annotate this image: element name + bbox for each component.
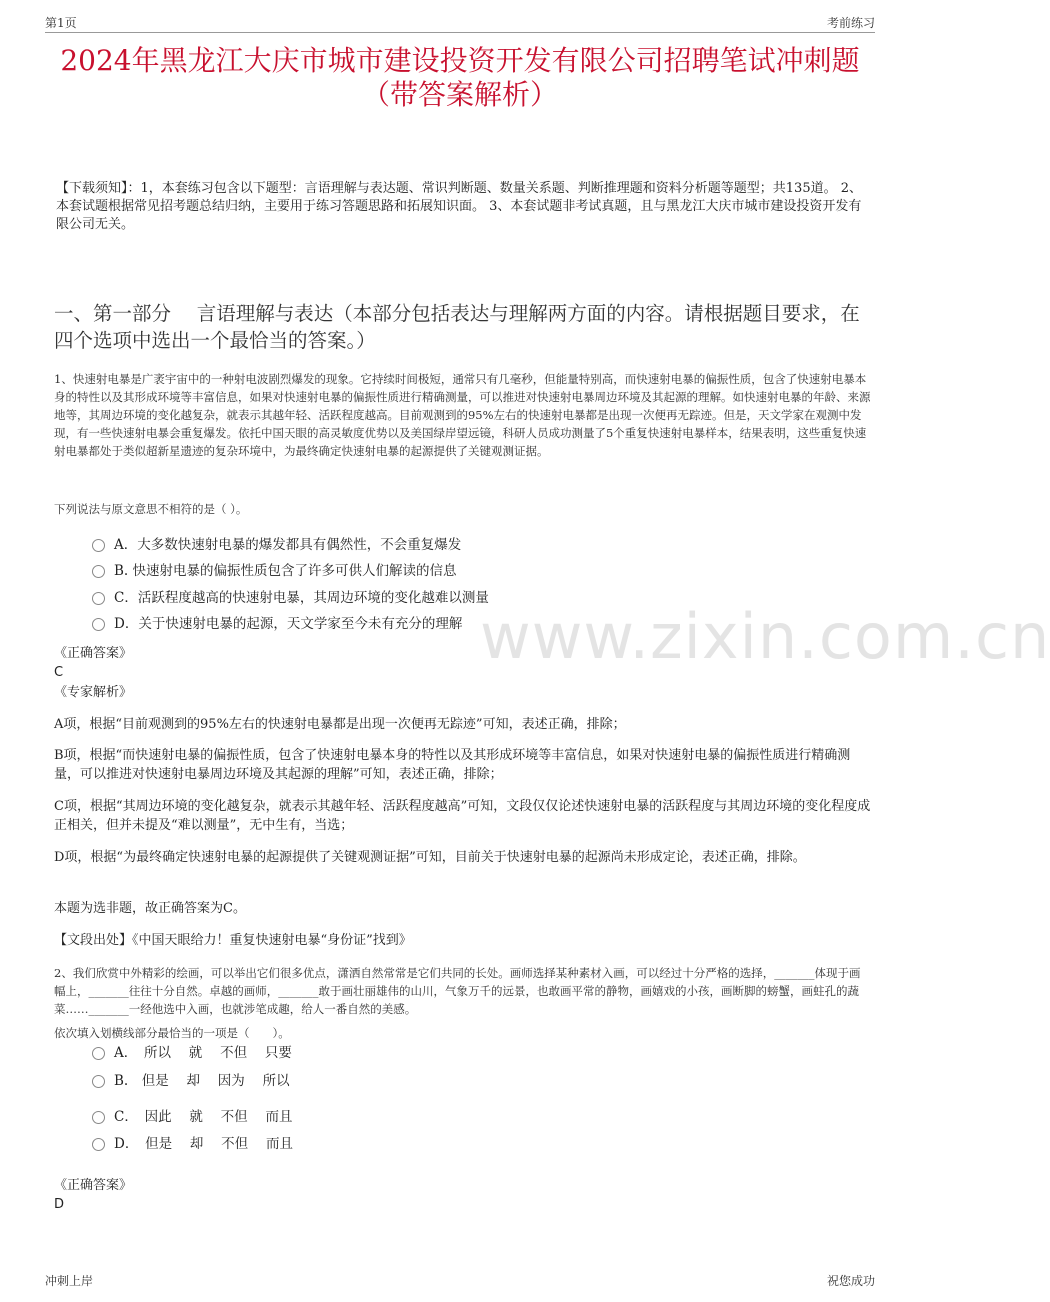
option-label: D．关于快速射电暴的起源，天文学家至今未有充分的理解: [114, 616, 463, 632]
download-notice: 【下载须知】：1，本套练习包含以下题型：言语理解与表达题、常识判断题、数量关系题、判断推理题和资料分析题等题型；共135道。 2、本套试题根据常见招考题总结归纳，主要用于练习答题思路和拓展知识面。 3、本套试题非考试真题，且与黑龙江大庆市城市建设投资开发有限公司无关。: [56, 181, 862, 232]
q2-option-c[interactable]: [92, 1108, 292, 1126]
radio-button[interactable]: [92, 592, 105, 605]
watermark: www.zixin.com.cn: [480, 600, 1050, 673]
q1-source: 【文段出处】《中国天眼给力！重复快速射电暴“身份证”找到》: [54, 933, 412, 948]
q1-analysis-b: B项，根据“而快速射电暴的偏振性质，包含了快速射电暴本身的特性以及其形成环境等丰富信息，如果对快速射电暴的偏振性质进行精确测量，可以推进对快速射电暴周边环境及其起源的理解”可知，表述正确，排除；: [54, 748, 851, 782]
q2-option-a[interactable]: [92, 1044, 292, 1062]
radio-button[interactable]: [92, 618, 105, 631]
q1-answer: C: [54, 665, 64, 680]
radio-button[interactable]: [92, 1047, 105, 1060]
q2-passage: 2、我们欣赏中外精彩的绘画，可以举出它们很多优点，潇洒自然常常是它们共同的长处。画师选择某种素材入画，可以经过十分严格的选择，_______体现于画幅上，_______往往十分自然。卓越的画师，_______敢于画壮丽雄伟的山川，气象万千的远景，也敢画平常的静物，画嬉戏的小孩，画断脚的螃蟹，画蛀孔的蔬菜……_______一经他选中入画，也就涉笔成趣，给人一番自然的美感。: [54, 966, 861, 1016]
page-header: [45, 12, 875, 33]
radio-button[interactable]: [92, 1138, 105, 1151]
q1-analysis-d: D项，根据“为最终确定快速射电暴的起源提供了关键观测证据”可知，目前关于快速射电暴的起源尚未形成定论，表述正确，排除。: [54, 850, 806, 865]
option-label: D． 但是 却 不但 而且: [114, 1136, 293, 1152]
radio-button[interactable]: [92, 539, 105, 552]
q1-analysis-label: 《专家解析》: [54, 685, 133, 700]
q1-option-d[interactable]: [92, 615, 462, 633]
page-number: 第1页: [45, 16, 77, 30]
option-label: C．活跃程度越高的快速射电暴，其周边环境的变化越难以测量: [114, 590, 489, 606]
document-title: 2024年黑龙江大庆市城市建设投资开发有限公司招聘笔试冲刺题（带答案解析）: [60, 44, 860, 111]
option-label: A．大多数快速射电暴的爆发都具有偶然性，不会重复爆发: [114, 537, 462, 553]
q2-answer: D: [54, 1197, 65, 1212]
q1-option-b[interactable]: [92, 562, 457, 580]
q1-analysis-c: C项，根据“其周边环境的变化越复杂，就表示其越年轻、活跃程度越高”可知，文段仅仅论述快速射电暴的活跃程度与其周边环境的变化程度成正相关，但并未提及“难以测量”，无中生有，当选；: [54, 799, 871, 833]
q2-option-b[interactable]: [92, 1072, 290, 1090]
section-heading: 一、第一部分 言语理解与表达（本部分包括表达与理解两方面的内容。请根据题目要求，在四个选项中选出一个最恰当的答案。）: [54, 302, 860, 352]
option-label: A． 所以 就 不但 只要: [114, 1045, 292, 1061]
q1-analysis-a: A项，根据“目前观测到的95%左右的快速射电暴都是出现一次便再无踪迹”可知，表述正确，排除；: [54, 717, 626, 732]
q2-answer-label: 《正确答案》: [54, 1178, 133, 1193]
option-label: B. 快速射电暴的偏振性质包含了许多可供人们解读的信息: [114, 563, 457, 579]
q1-conclusion: 本题为选非题，故正确答案为C。: [54, 901, 246, 916]
radio-button[interactable]: [92, 565, 105, 578]
q1-option-c[interactable]: [92, 589, 489, 607]
option-label: C． 因此 就 不但 而且: [114, 1109, 293, 1125]
radio-button[interactable]: [92, 1111, 105, 1124]
footer-left-label: 冲刺上岸: [45, 1274, 94, 1288]
radio-button[interactable]: [92, 1075, 105, 1088]
q1-passage: 1、快速射电暴是广袤宇宙中的一种射电波剧烈爆发的现象。它持续时间极短，通常只有几毫秒，但能量特别高，而快速射电暴的偏振性质，包含了快速射电暴本身的特性以及其形成环境等丰富信息，如果对快速射电暴的偏振性质进行精确测量，可以推进对快速射电暴周边环境及其起源的理解。如快速射电暴的年龄、来源地等，其周边环境的变化越复杂，就表示其越年轻、活跃程度越高。目前观测到的95%左右的快速射电暴都是出现一次便再无踪迹。但是，天文学家在观测中发现，有一些快速射电暴会重复爆发。依托中国天眼的高灵敏度优势以及美国绿岸望远镜，科研人员成功测量了5个重复快速射电暴样本，结果表明，这些重复快速射电暴都处于类似超新星遗迹的复杂环境中，为最终确定快速射电暴的起源提供了关键观测证据。: [54, 372, 871, 458]
q2-option-d[interactable]: [92, 1135, 293, 1153]
q1-stem: 下列说法与原文意思不相符的是（ ）。: [54, 502, 248, 516]
footer-right-label: 祝您成功: [826, 1274, 875, 1288]
q1-answer-label: 《正确答案》: [54, 646, 133, 661]
q1-option-a[interactable]: [92, 536, 461, 554]
header-right-label: 考前练习: [826, 16, 875, 30]
q2-stem: 依次填入划横线部分最恰当的一项是（ ）。: [54, 1026, 290, 1040]
option-label: B. 但是 却 因为 所以: [114, 1073, 290, 1089]
